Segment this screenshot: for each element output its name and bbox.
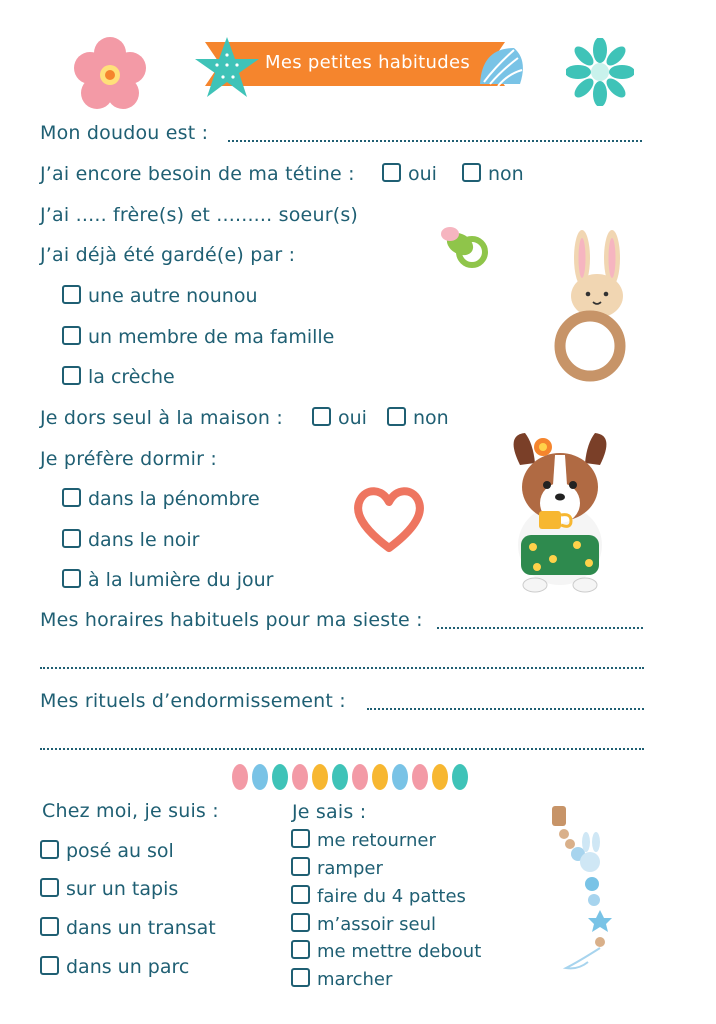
je-sais-title: Je sais : bbox=[292, 801, 367, 823]
preference-option-penombre[interactable]: dans la pénombre bbox=[62, 488, 260, 510]
checkbox[interactable] bbox=[40, 917, 59, 936]
rituels-answer-line-2[interactable] bbox=[40, 748, 644, 750]
checkbox[interactable] bbox=[312, 407, 331, 426]
je-sais-option-marcher[interactable]: marcher bbox=[291, 968, 392, 990]
checkbox[interactable] bbox=[291, 913, 310, 932]
je-sais-option-debout[interactable]: me mettre debout bbox=[291, 940, 481, 962]
doudou-answer-line[interactable] bbox=[228, 140, 642, 142]
checkbox[interactable] bbox=[291, 857, 310, 876]
checkbox[interactable] bbox=[62, 326, 81, 345]
teal-flower-icon bbox=[566, 38, 634, 106]
chez-moi-option-transat[interactable]: dans un transat bbox=[40, 917, 216, 939]
question-rituels: Mes rituels d’endormissement : bbox=[40, 690, 346, 712]
question-doudou: Mon doudou est : bbox=[40, 122, 209, 144]
dors-oui-option[interactable]: oui bbox=[312, 407, 367, 429]
checkbox[interactable] bbox=[291, 829, 310, 848]
garde-option-famille[interactable]: un membre de ma famille bbox=[62, 326, 334, 348]
checkbox[interactable] bbox=[62, 366, 81, 385]
heart-icon bbox=[350, 478, 428, 556]
je-sais-option-retourner[interactable]: me retourner bbox=[291, 829, 436, 851]
checkbox[interactable] bbox=[40, 840, 59, 859]
rituels-answer-line[interactable] bbox=[367, 708, 644, 710]
horaires-answer-line-2[interactable] bbox=[40, 667, 644, 669]
question-fratrie: J’ai ..... frère(s) et ......... soeur(s) bbox=[40, 204, 359, 226]
chez-moi-option-parc[interactable]: dans un parc bbox=[40, 956, 189, 978]
checkbox[interactable] bbox=[462, 163, 481, 182]
checkbox[interactable] bbox=[382, 163, 401, 182]
chez-moi-option-tapis[interactable]: sur un tapis bbox=[40, 878, 178, 900]
checkbox[interactable] bbox=[62, 285, 81, 304]
je-sais-option-4-pattes[interactable]: faire du 4 pattes bbox=[291, 885, 466, 907]
bunny-rattle-icon bbox=[540, 228, 650, 388]
flower-icon bbox=[70, 35, 150, 115]
checkbox[interactable] bbox=[387, 407, 406, 426]
je-sais-option-assoir[interactable]: m’assoir seul bbox=[291, 913, 436, 935]
checkbox[interactable] bbox=[62, 569, 81, 588]
question-horaires: Mes horaires habituels pour ma sieste : bbox=[40, 609, 423, 631]
chez-moi-option-sol[interactable]: posé au sol bbox=[40, 840, 174, 862]
dors-non-option[interactable]: non bbox=[387, 407, 449, 429]
preference-option-lumiere[interactable]: à la lumière du jour bbox=[62, 569, 273, 591]
checkbox[interactable] bbox=[291, 885, 310, 904]
tetine-oui-option[interactable]: oui bbox=[382, 163, 437, 185]
je-sais-option-ramper[interactable]: ramper bbox=[291, 857, 383, 879]
garde-option-creche[interactable]: la crèche bbox=[62, 366, 175, 388]
question-dors-seul: Je dors seul à la maison : bbox=[40, 407, 283, 429]
checkbox[interactable] bbox=[62, 529, 81, 548]
horaires-answer-line[interactable] bbox=[437, 627, 643, 629]
question-tetine: J’ai encore besoin de ma tétine : bbox=[40, 163, 355, 185]
chez-moi-title: Chez moi, je suis : bbox=[42, 800, 219, 822]
question-preference: Je préfère dormir : bbox=[40, 448, 217, 470]
pacifier-clip-icon bbox=[548, 802, 628, 972]
tetine-non-option[interactable]: non bbox=[462, 163, 524, 185]
garde-option-nounou[interactable]: une autre nounou bbox=[62, 285, 258, 307]
checkbox[interactable] bbox=[291, 940, 310, 959]
pacifier-icon bbox=[438, 222, 490, 270]
dog-illustration bbox=[495, 425, 625, 600]
checkbox[interactable] bbox=[40, 956, 59, 975]
checkbox[interactable] bbox=[291, 968, 310, 987]
starfish-icon bbox=[193, 35, 261, 99]
flip-flops-row bbox=[230, 762, 470, 792]
page-title: Mes petites habitudes bbox=[265, 52, 471, 73]
question-garde: J’ai déjà été gardé(e) par : bbox=[40, 244, 296, 266]
checkbox[interactable] bbox=[40, 878, 59, 897]
shell-icon bbox=[474, 40, 530, 96]
preference-option-noir[interactable]: dans le noir bbox=[62, 529, 199, 551]
checkbox[interactable] bbox=[62, 488, 81, 507]
